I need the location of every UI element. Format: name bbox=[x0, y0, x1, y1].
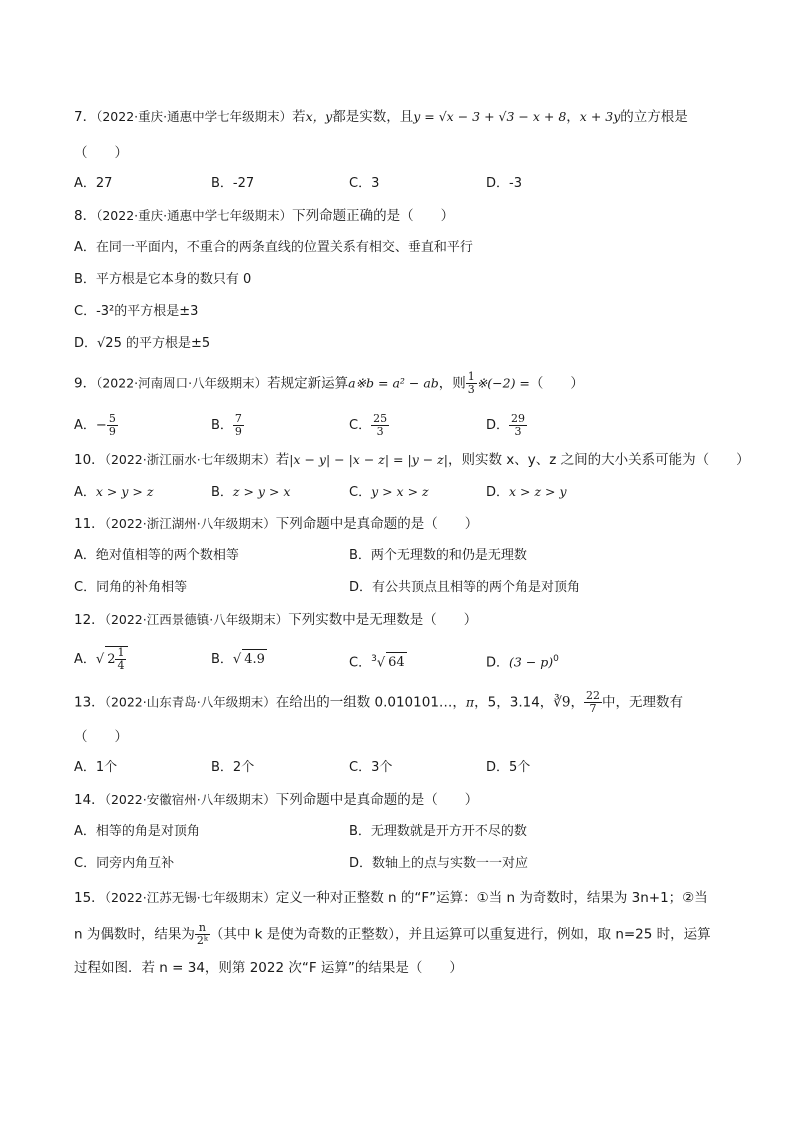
denominator: 2ᵏ bbox=[196, 934, 208, 947]
q7-text-1: 若 bbox=[292, 109, 306, 125]
q9-paren: （ ） bbox=[529, 375, 584, 392]
q11-option-b: B．两个无理数的和仍是无理数 bbox=[349, 548, 527, 563]
q9-option-c bbox=[349, 413, 389, 438]
radicand: 4.9 bbox=[242, 649, 267, 670]
q13-option-a: A．1个 bbox=[74, 760, 118, 775]
root-index: 3 bbox=[371, 654, 377, 664]
q8-stem bbox=[74, 206, 454, 226]
option-value: z > y > x bbox=[232, 484, 291, 499]
radical-icon: √ bbox=[232, 652, 242, 667]
q9-text-2: ，则 bbox=[438, 375, 466, 392]
question-number: 15． bbox=[74, 890, 105, 906]
q13-option-b: B．2个 bbox=[211, 760, 255, 775]
option-label: B． bbox=[211, 652, 233, 667]
q9-option-d bbox=[486, 413, 527, 438]
option-label: D． bbox=[486, 485, 510, 500]
q10-option-c bbox=[349, 482, 429, 503]
q8-question-text: 下列命题正确的是（ ） bbox=[292, 208, 455, 224]
q7-equation: y = √x − 3 + √3 − x + 8 bbox=[413, 109, 567, 124]
question-source: （2022·江苏无锡·七年级期末） bbox=[104, 890, 276, 905]
q13-text-4: 中，无理数有 bbox=[602, 694, 683, 711]
q10-text-2: ，则实数 x、y、z 之间的大小关系可能为（ ） bbox=[447, 452, 750, 468]
exponent: 0 bbox=[553, 654, 559, 664]
q11-question-text: 下列命题中是真命题的是（ ） bbox=[275, 516, 479, 532]
option-value: x > z > y bbox=[509, 484, 567, 499]
q9-text-1: 若规定新运算 bbox=[267, 375, 349, 392]
q11-option-c: C．同角的补角相等 bbox=[74, 580, 188, 595]
q7-option-a: A．27 bbox=[74, 176, 113, 191]
q14-question-text: 下列命题中是真命题的是（ ） bbox=[275, 792, 479, 808]
q7-option-c: C．3 bbox=[349, 176, 380, 191]
q14-option-d: D．数轴上的点与实数一一对应 bbox=[349, 856, 529, 871]
question-number: 11． bbox=[74, 516, 105, 532]
denominator: 3 bbox=[514, 425, 522, 438]
q11-stem bbox=[74, 514, 478, 534]
question-source: （2022·山东青岛·八年级期末） bbox=[104, 694, 276, 710]
question-number: 7． bbox=[74, 109, 97, 125]
option-label: B． bbox=[211, 485, 233, 500]
q13-option-c: C．3个 bbox=[349, 760, 393, 775]
q13-stem bbox=[74, 690, 683, 715]
radicand bbox=[105, 646, 128, 672]
q8-option-a: A．在同一平面内，不重合的两条直线的位置关系有相交、垂直和平行 bbox=[74, 240, 473, 255]
question-number: 14． bbox=[74, 792, 105, 808]
question-source: （2022·安徽宿州·八年级期末） bbox=[104, 792, 276, 807]
q9-fraction bbox=[466, 371, 477, 396]
q13-text-1: 在给出的一组数 0.010101…， bbox=[275, 694, 466, 711]
q15-stem-line2 bbox=[74, 922, 711, 947]
radical-icon: √ bbox=[376, 655, 386, 671]
q13-paren: （ ） bbox=[74, 729, 128, 745]
q13-cube-root: ∛9 bbox=[553, 694, 571, 711]
denominator: 9 bbox=[234, 425, 242, 438]
q9-option-a bbox=[74, 413, 118, 438]
q12-option-b bbox=[211, 649, 267, 670]
q12-option-d bbox=[486, 649, 559, 673]
option-label: D． bbox=[486, 655, 510, 671]
numerator: 1 bbox=[467, 370, 475, 383]
q15-stem-line1 bbox=[74, 888, 708, 908]
q12-option-c bbox=[349, 649, 407, 673]
q7-text-4: 的立方根是 bbox=[620, 109, 688, 125]
option-label: C． bbox=[349, 418, 372, 433]
numerator: 25 bbox=[373, 412, 388, 425]
option-sign: − bbox=[95, 418, 107, 433]
q7-paren: （ ） bbox=[74, 145, 128, 161]
q13-option-d: D．5个 bbox=[486, 760, 531, 775]
q7-option-b: B．-27 bbox=[211, 176, 255, 191]
q9-option-b bbox=[211, 413, 244, 438]
q14-option-a: A．相等的角是对顶角 bbox=[74, 824, 200, 839]
option-fraction bbox=[233, 413, 244, 438]
numerator: 22 bbox=[586, 689, 600, 702]
option-label: D． bbox=[486, 418, 510, 433]
q10-option-d bbox=[486, 482, 567, 503]
radical-icon: √ bbox=[95, 652, 105, 667]
numerator: 29 bbox=[511, 412, 526, 425]
option-label: A． bbox=[74, 652, 96, 667]
q12-question-text: 下列实数中是无理数是（ ） bbox=[288, 612, 478, 628]
option-value: x > y > z bbox=[95, 484, 154, 499]
q14-option-c: C．同旁内角互补 bbox=[74, 856, 175, 871]
q7-vars: x，y bbox=[305, 109, 333, 124]
q15-text-line1: 定义一种对正整数 n 的“F”运算：①当 n 为奇数时，结果为 3n+1；②当 bbox=[275, 890, 708, 906]
q13-pi: π bbox=[465, 694, 475, 710]
q10-text-1: 若 bbox=[275, 452, 290, 468]
question-number: 10． bbox=[74, 452, 105, 468]
q15-stem-line3: 过程如图．若 n = 34，则第 2022 次“F 运算”的结果是（ ） bbox=[74, 960, 463, 976]
q13-fraction bbox=[584, 690, 602, 715]
q8-option-c: C．-3²的平方根是±3 bbox=[74, 304, 199, 319]
option-value: y > x > z bbox=[371, 484, 429, 499]
q7-option-d: D．-3 bbox=[486, 176, 522, 191]
q10-option-b bbox=[211, 482, 290, 503]
q11-option-a: A．绝对值相等的两个数相等 bbox=[74, 548, 239, 563]
denominator: 4 bbox=[117, 659, 125, 672]
mixed-whole: 2 bbox=[107, 652, 116, 667]
option-value: (3 − p) bbox=[509, 654, 554, 670]
q15-text-line2a: n 为偶数时，结果为 bbox=[74, 926, 195, 943]
option-fraction bbox=[107, 413, 118, 438]
q7-stem bbox=[74, 107, 688, 127]
option-label: C． bbox=[349, 485, 372, 500]
question-number: 8． bbox=[74, 208, 97, 224]
q14-option-b: B．无理数就是开方开不尽的数 bbox=[349, 824, 527, 839]
question-number: 9． bbox=[74, 375, 97, 392]
q12-option-a bbox=[74, 646, 128, 672]
numerator: 7 bbox=[234, 412, 242, 425]
option-label: C． bbox=[349, 655, 372, 671]
numerator: 5 bbox=[108, 412, 116, 425]
q7-expression: x + 3y bbox=[579, 109, 621, 124]
question-source: （2022·浙江湖州·八年级期末） bbox=[104, 516, 276, 531]
q15-fraction bbox=[195, 922, 210, 947]
q9-operation: a※b = a² − ab bbox=[348, 375, 439, 391]
q11-option-d: D．有公共顶点且相等的两个角是对顶角 bbox=[349, 580, 581, 595]
q10-condition: |x − y| − |x − z| = |y − z| bbox=[289, 452, 448, 467]
q13-text-2: ，5，3.14， bbox=[474, 694, 554, 711]
q9-stem bbox=[74, 371, 584, 396]
option-label: A． bbox=[74, 418, 96, 433]
q7-text-2: 都是实数，且 bbox=[332, 109, 414, 125]
radicand: 64 bbox=[386, 652, 407, 673]
denominator: 3 bbox=[376, 425, 384, 438]
q14-stem bbox=[74, 790, 478, 810]
q9-expression: ※(−2) = bbox=[476, 375, 530, 391]
option-fraction bbox=[509, 413, 527, 438]
question-source: （2022·江西景德镇·八年级期末） bbox=[104, 612, 289, 627]
q8-option-b: B．平方根是它本身的数只有 0 bbox=[74, 272, 252, 287]
question-source: （2022·重庆·通惠中学七年级期末） bbox=[96, 109, 293, 124]
option-fraction bbox=[371, 413, 389, 438]
numerator: 1 bbox=[117, 646, 125, 659]
q10-stem bbox=[74, 450, 750, 470]
question-number: 12． bbox=[74, 612, 105, 628]
question-source: （2022·河南周口·八年级期末） bbox=[96, 375, 268, 391]
question-number: 13． bbox=[74, 694, 105, 711]
q15-text-line2b: （其中 k 是使为奇数的正整数），并且运算可以重复进行，例如，取 n=25 时，运算 bbox=[209, 926, 711, 943]
q7-text-3: ， bbox=[566, 109, 580, 125]
option-label: A． bbox=[74, 485, 96, 500]
q8-option-d: D．√25 的平方根是±5 bbox=[74, 336, 211, 351]
option-label: B． bbox=[211, 418, 233, 433]
denominator: 7 bbox=[589, 702, 597, 715]
q13-text-3: ， bbox=[570, 694, 584, 711]
question-source: （2022·浙江丽水·七年级期末） bbox=[104, 452, 276, 467]
denominator: 3 bbox=[467, 383, 475, 396]
numerator: n bbox=[195, 922, 210, 935]
denominator: 9 bbox=[108, 425, 116, 438]
question-source: （2022·重庆·通惠中学七年级期末） bbox=[96, 208, 293, 223]
q12-stem bbox=[74, 610, 477, 630]
mixed-fraction bbox=[115, 647, 126, 672]
q10-option-a bbox=[74, 482, 153, 503]
